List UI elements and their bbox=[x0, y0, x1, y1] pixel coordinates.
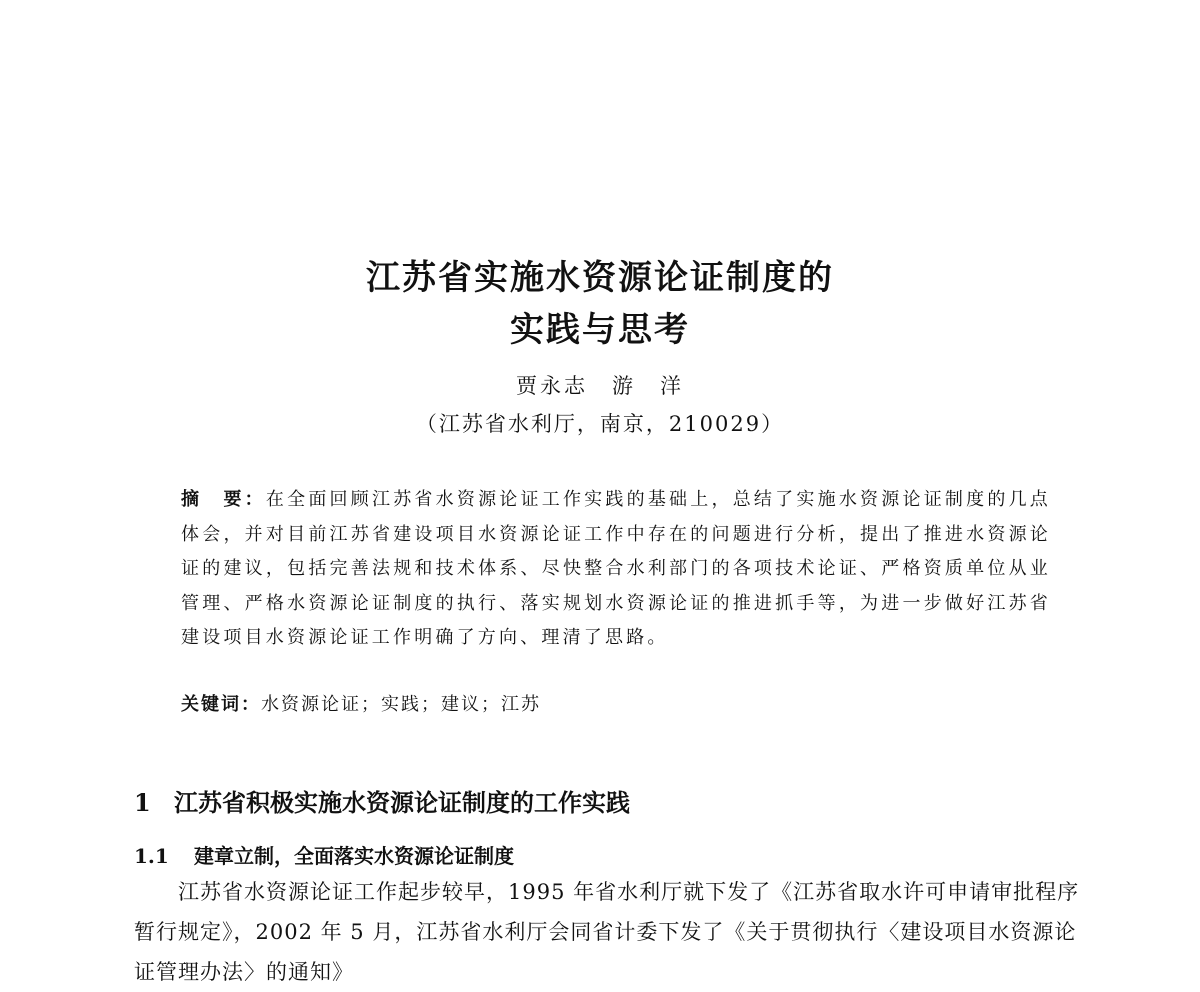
keywords bbox=[181, 690, 541, 716]
section-number: 1 bbox=[134, 788, 151, 817]
abstract-label: 摘 要： bbox=[181, 489, 266, 510]
document-title-line-1: 江苏省实施水资源论证制度的 bbox=[366, 258, 834, 298]
document-title-line-2: 实践与思考 bbox=[510, 310, 690, 350]
body-paragraph: 江苏省水资源论证工作起步较早，1995 年省水利厅就下发了《江苏省取水许可申请审批程序暂行规定》，2002 年 5 月，江苏省水利厅会同省计委下发了《关于贯彻执行〈建设项目水资源论证管理办法〉的通知》 bbox=[134, 880, 1080, 984]
subsection-heading-1-1 bbox=[134, 840, 514, 869]
abstract-text: 在全面回顾江苏省水资源论证工作实践的基础上，总结了实施水资源论证制度的几点体会，并对目前江苏省建设项目水资源论证工作中存在的问题进行分析，提出了推进水资源论证的建议，包括完善法规和技术体系、尽快整合水利部门的各项技术论证、严格资质单位从业管理、严格水资源论证制度的执行、落实规划水资源论证的推进抓手等，为进一步做好江苏省建设项目水资源论证工作明确了方向、理清了思路。 bbox=[181, 489, 1051, 648]
keywords-text: 水资源论证；实践；建议；江苏 bbox=[261, 694, 541, 715]
subsection-number: 1.1 bbox=[134, 844, 169, 868]
section-title: 江苏省积极实施水资源论证制度的工作实践 bbox=[174, 789, 630, 817]
affiliation: （江苏省水利厅，南京，210029） bbox=[415, 412, 785, 436]
subsection-title: 建章立制，全面落实水资源论证制度 bbox=[194, 844, 514, 868]
keywords-label: 关键词： bbox=[181, 694, 261, 715]
authors: 贾永志 游 洋 bbox=[516, 374, 684, 398]
abstract bbox=[181, 483, 1051, 656]
section-heading-1 bbox=[134, 783, 630, 818]
